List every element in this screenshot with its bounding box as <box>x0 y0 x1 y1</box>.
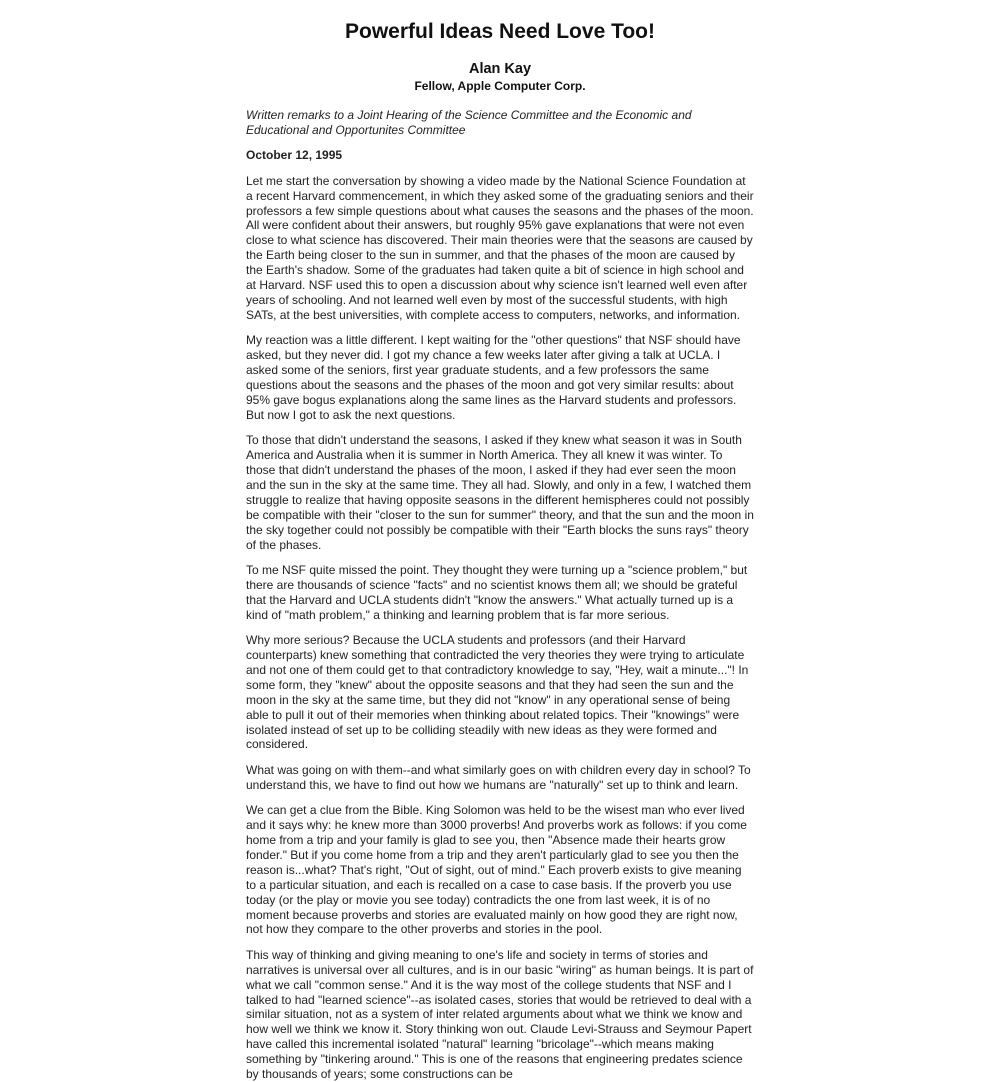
author-affiliation: Fellow, Apple Computer Corp. <box>414 79 586 93</box>
body-paragraph: Let me start the conversation by showing a video made by the National Science Foundation at a recent Harvard commencement, in which they asked some of the graduating seniors and their professors a few simple questions about what causes the seasons and the phases of the moon. All were confident about their answers, but roughly 95% gave explanations that were not even close to what science has discovered. Their main theories were that the seasons are caused by the Earth being closer to the sun in summer, and that the phases of the moon are caused by the Earth's shadow. Some of the graduates had taken quite a bit of science in high school and at Harvard. NSF used this to open a discussion about why science isn't learned well even after years of schooling. And not learned well even by most of the successful students, with high SATs, at the best universities, with complete access to computers, networks, and information. <box>246 173 754 322</box>
body-paragraph: We can get a clue from the Bible. King Solomon was held to be the wisest man who ever lived and it says why: he knew more than 3000 proverbs! And proverbs work as follows: if you come home from a trip and your family is glad to see you, then "Absence made their hearts grow fonder." But if you come home from a trip and they aren't particularly glad to see you then the reason is...what? That's right, "Out of sight, out of mind." Each proverb exists to give meaning to a particular situation, and each is recalled on a case to case basis. If the proverb you use today (or the play or movie you see today) contradicts the one from last week, it is of no moment because proverbs and stories are evaluated mainly on how good they are right now, not how they compare to the other proverbs and stories in the pool. <box>246 803 747 937</box>
body-paragraph: To me NSF quite missed the point. They thought they were turning up a "science problem," but there are thousands of science "facts" and no scientist knows them all; we should be grateful that the Harvard and UCLA students didn't "know the answers." What actually turned up is a kind of "math problem," a thinking and learning problem that is far more serious. <box>246 562 748 622</box>
intro-note: Written remarks to a Joint Hearing of the Science Committee and the Economic and Educational and Opportunites Committee <box>246 108 692 137</box>
document-body <box>246 108 754 1082</box>
body-paragraph: Why more serious? Because the UCLA students and professors (and their Harvard counterparts) knew something that contradicted the very theories they were trying to articulate and not one of them could get to that contradictory knowledge to say, "Hey, wait a minute..."! In some form, they "knew" about the opposite seasons and that they had seen the sun and the moon in the sky at the same time, but they did not "know" in any operational sense of being able to pull it out of their memories when thinking about related topics. Their "knowings" were isolated instead of set up to be colliding steadily with new ideas as they were formed and considered. <box>246 633 749 752</box>
body-paragraph: To those that didn't understand the seasons, I asked if they knew what season it was in South America and Australia when it is summer in North America. They all knew it was winter. To those that didn't understand the phases of the moon, I asked if they had ever seen the moon and the sun in the sky at the same time. They all had. Slowly, and only in a few, I watched them struggle to realize that having opposite seasons in the different hemispheres could not possibly be compatible with their "closer to the sun for summer" theory, and that the sun and the moon in the sky together could not possibly be compatible with their "Earth blocks the suns rays" theory of the phases. <box>246 433 754 552</box>
document-date: October 12, 1995 <box>246 148 343 163</box>
page-title: Powerful Ideas Need Love Too! <box>345 20 655 43</box>
body-paragraph: This way of thinking and giving meaning to one's life and society in terms of stories and narratives is universal over all cultures, and is in our basic "wiring" as human beings. It is part of what we call "common sense." And it is the way most of the college students that NSF and I talked to had "learned science"--as isolated cases, stories that would be retrieved to deal with a similar situation, not as a system of inter related arguments about what we think we know and how well we think we know it. Story thinking won out. Claude Levi-Strauss and Seymour Papert have called this incremental isolated "natural" learning "bricolage"--which means making something by "tinkering around." This is one of the reasons that engineering predates science by thousands of years; some constructions can be <box>246 947 754 1082</box>
author-name: Alan Kay <box>468 61 532 77</box>
body-paragraph: What was going on with them--and what similarly goes on with children every day in school? To understand this, we have to find out how we humans are "naturally" set up to think and learn. <box>246 762 751 792</box>
body-paragraph: My reaction was a little different. I kept waiting for the "other questions" that NSF should have asked, but they never did. I got my chance a few weeks later after giving a talk at UCLA. I asked some of the seniors, first year graduate students, and a few professors the same questions about the seasons and the phases of the moon and got very similar results: about 95% gave bogus explanations along the same lines as the Harvard students and professors. But now I got to ask the next questions. <box>246 333 741 422</box>
